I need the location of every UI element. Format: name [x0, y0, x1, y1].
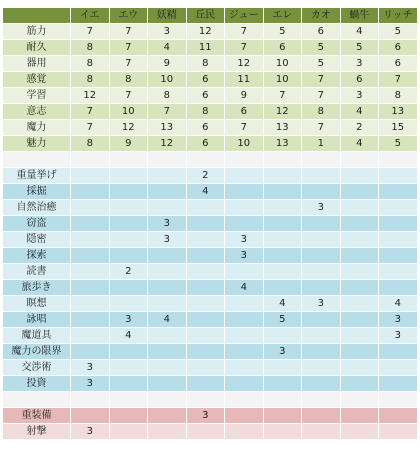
value-cell: 12 [109, 120, 148, 136]
row-label: 重装備 [3, 408, 71, 424]
value-cell [109, 200, 148, 216]
value-cell [148, 376, 187, 392]
value-cell [302, 312, 341, 328]
skill-row [3, 328, 418, 344]
value-cell [109, 232, 148, 248]
stat-row [3, 56, 418, 72]
value-cell: 7 [225, 24, 264, 40]
value-cell [109, 184, 148, 200]
value-cell [225, 168, 264, 184]
empty-cell [3, 392, 71, 408]
value-cell: 6 [186, 136, 225, 152]
value-cell [148, 184, 187, 200]
value-cell: 5 [263, 24, 302, 40]
value-cell [263, 360, 302, 376]
value-cell: 3 [71, 376, 110, 392]
value-cell: 10 [225, 136, 264, 152]
skill-row [3, 344, 418, 360]
value-cell [379, 264, 418, 280]
value-cell: 3 [302, 200, 341, 216]
value-cell: 6 [186, 120, 225, 136]
value-cell [263, 248, 302, 264]
value-cell: 8 [71, 56, 110, 72]
row-label: 耐久 [3, 40, 71, 56]
row-label: 交渉術 [3, 360, 71, 376]
skill-row [3, 264, 418, 280]
value-cell [71, 264, 110, 280]
value-cell [302, 360, 341, 376]
value-cell [225, 408, 264, 424]
value-cell [340, 296, 379, 312]
value-cell: 5 [302, 56, 341, 72]
value-cell: 3 [148, 24, 187, 40]
value-cell: 7 [71, 120, 110, 136]
value-cell [340, 264, 379, 280]
value-cell: 13 [263, 136, 302, 152]
value-cell [302, 232, 341, 248]
value-cell: 6 [379, 56, 418, 72]
row-label: 重量挙げ [3, 168, 71, 184]
value-cell: 13 [148, 120, 187, 136]
value-cell [109, 360, 148, 376]
empty-cell [148, 152, 187, 168]
value-cell [263, 376, 302, 392]
empty-cell [71, 152, 110, 168]
row-label: 射撃 [3, 424, 71, 440]
value-cell [302, 376, 341, 392]
value-cell [148, 360, 187, 376]
row-label: 自然治癒 [3, 200, 71, 216]
value-cell [148, 264, 187, 280]
value-cell [225, 360, 264, 376]
value-cell [263, 424, 302, 440]
value-cell: 8 [148, 88, 187, 104]
value-cell [379, 168, 418, 184]
value-cell [186, 424, 225, 440]
empty-cell [109, 392, 148, 408]
skill-row [3, 360, 418, 376]
combat-skill-row [3, 408, 418, 424]
value-cell: 3 [302, 296, 341, 312]
value-cell: 15 [379, 120, 418, 136]
empty-cell [302, 152, 341, 168]
value-cell: 7 [109, 40, 148, 56]
value-cell [225, 344, 264, 360]
value-cell [186, 264, 225, 280]
value-cell: 12 [225, 56, 264, 72]
value-cell: 5 [263, 312, 302, 328]
value-cell [340, 328, 379, 344]
value-cell [148, 344, 187, 360]
value-cell [225, 424, 264, 440]
value-cell: 12 [263, 104, 302, 120]
value-cell: 12 [71, 88, 110, 104]
value-cell: 12 [148, 136, 187, 152]
empty-cell [225, 392, 264, 408]
value-cell [340, 424, 379, 440]
value-cell: 7 [109, 56, 148, 72]
value-cell [109, 248, 148, 264]
value-cell: 3 [225, 248, 264, 264]
value-cell [302, 344, 341, 360]
value-cell [340, 200, 379, 216]
value-cell: 5 [379, 136, 418, 152]
value-cell [225, 184, 264, 200]
value-cell [340, 216, 379, 232]
value-cell: 9 [225, 88, 264, 104]
value-cell: 3 [225, 232, 264, 248]
value-cell: 6 [340, 72, 379, 88]
value-cell [263, 200, 302, 216]
value-cell [340, 376, 379, 392]
empty-cell [71, 392, 110, 408]
value-cell: 9 [109, 136, 148, 152]
value-cell [71, 344, 110, 360]
stat-row [3, 104, 418, 120]
value-cell [263, 280, 302, 296]
value-cell: 4 [148, 312, 187, 328]
value-cell: 3 [340, 88, 379, 104]
value-cell: 4 [148, 40, 187, 56]
value-cell: 8 [379, 88, 418, 104]
value-cell [302, 264, 341, 280]
value-cell: 8 [71, 136, 110, 152]
empty-cell [263, 152, 302, 168]
value-cell [71, 408, 110, 424]
value-cell [225, 264, 264, 280]
value-cell [148, 280, 187, 296]
skill-row [3, 296, 418, 312]
value-cell [302, 216, 341, 232]
skill-row [3, 376, 418, 392]
row-label: 詠唱 [3, 312, 71, 328]
value-cell: 3 [148, 216, 187, 232]
value-cell [263, 264, 302, 280]
value-cell [340, 168, 379, 184]
value-cell: 8 [71, 40, 110, 56]
value-cell: 2 [109, 264, 148, 280]
value-cell: 3 [186, 408, 225, 424]
value-cell [263, 232, 302, 248]
value-cell [263, 184, 302, 200]
skill-row [3, 232, 418, 248]
value-cell: 6 [263, 40, 302, 56]
row-label: 魔力 [3, 120, 71, 136]
value-cell: 7 [225, 120, 264, 136]
stat-row [3, 136, 418, 152]
value-cell: 5 [302, 40, 341, 56]
value-cell [340, 280, 379, 296]
value-cell: 3 [109, 312, 148, 328]
value-cell [379, 376, 418, 392]
empty-cell [225, 152, 264, 168]
value-cell: 3 [71, 360, 110, 376]
value-cell [340, 232, 379, 248]
value-cell: 6 [379, 40, 418, 56]
value-cell: 7 [302, 120, 341, 136]
value-cell [263, 328, 302, 344]
value-cell [340, 248, 379, 264]
skill-row [3, 168, 418, 184]
stat-row [3, 24, 418, 40]
empty-cell [3, 152, 71, 168]
row-label: 隠密 [3, 232, 71, 248]
empty-cell [340, 152, 379, 168]
skill-row [3, 248, 418, 264]
value-cell: 8 [71, 72, 110, 88]
value-cell [225, 328, 264, 344]
stat-row [3, 120, 418, 136]
value-cell [379, 216, 418, 232]
value-cell: 7 [71, 104, 110, 120]
value-cell [186, 280, 225, 296]
row-label: 魅力 [3, 136, 71, 152]
value-cell [302, 280, 341, 296]
skill-row [3, 216, 418, 232]
value-cell [71, 184, 110, 200]
value-cell: 7 [302, 88, 341, 104]
value-cell: 8 [302, 104, 341, 120]
value-cell [263, 408, 302, 424]
value-cell [148, 296, 187, 312]
value-cell [302, 168, 341, 184]
value-cell [109, 344, 148, 360]
value-cell [379, 232, 418, 248]
separator-row [3, 152, 418, 168]
stat-row [3, 72, 418, 88]
value-cell [186, 376, 225, 392]
value-cell [379, 248, 418, 264]
value-cell [379, 360, 418, 376]
value-cell [71, 328, 110, 344]
value-cell: 12 [186, 24, 225, 40]
value-cell: 2 [340, 120, 379, 136]
value-cell [186, 312, 225, 328]
column-header: 蝸牛 [340, 8, 379, 24]
value-cell: 4 [340, 104, 379, 120]
value-cell [148, 168, 187, 184]
row-label: 意志 [3, 104, 71, 120]
value-cell: 3 [263, 344, 302, 360]
value-cell [71, 168, 110, 184]
row-label: 瞑想 [3, 296, 71, 312]
column-header: 妖精 [148, 8, 187, 24]
column-header: ジュー [225, 8, 264, 24]
value-cell [148, 328, 187, 344]
value-cell [225, 376, 264, 392]
value-cell: 11 [186, 40, 225, 56]
value-cell [186, 232, 225, 248]
value-cell: 13 [379, 104, 418, 120]
value-cell: 4 [186, 184, 225, 200]
value-cell: 4 [340, 136, 379, 152]
value-cell [186, 328, 225, 344]
value-cell: 8 [186, 104, 225, 120]
value-cell [340, 344, 379, 360]
value-cell [71, 248, 110, 264]
skill-row [3, 312, 418, 328]
column-header: イエ [71, 8, 110, 24]
value-cell: 2 [186, 168, 225, 184]
value-cell: 7 [109, 24, 148, 40]
value-cell: 4 [225, 280, 264, 296]
value-cell: 5 [379, 24, 418, 40]
race-stats-table [2, 7, 418, 440]
row-label: 感覚 [3, 72, 71, 88]
row-label: 魔道具 [3, 328, 71, 344]
value-cell [225, 312, 264, 328]
value-cell [302, 248, 341, 264]
value-cell [71, 232, 110, 248]
value-cell [148, 200, 187, 216]
value-cell: 7 [302, 72, 341, 88]
row-label: 旅歩き [3, 280, 71, 296]
header-row [3, 8, 418, 24]
value-cell: 3 [379, 328, 418, 344]
column-header: 丘民 [186, 8, 225, 24]
row-label: 筋力 [3, 24, 71, 40]
row-label: 投資 [3, 376, 71, 392]
value-cell [225, 200, 264, 216]
value-cell [302, 408, 341, 424]
value-cell [340, 408, 379, 424]
row-label: 読書 [3, 264, 71, 280]
value-cell: 8 [109, 72, 148, 88]
value-cell: 1 [302, 136, 341, 152]
row-label: 器用 [3, 56, 71, 72]
empty-cell [109, 152, 148, 168]
value-cell: 6 [186, 72, 225, 88]
empty-cell [186, 392, 225, 408]
column-header: エレ [263, 8, 302, 24]
value-cell [379, 344, 418, 360]
value-cell [302, 184, 341, 200]
value-cell: 7 [379, 72, 418, 88]
value-cell [109, 296, 148, 312]
value-cell [109, 408, 148, 424]
value-cell [148, 408, 187, 424]
value-cell [225, 296, 264, 312]
value-cell [379, 184, 418, 200]
skill-row [3, 184, 418, 200]
column-header: エウ [109, 8, 148, 24]
value-cell: 7 [71, 24, 110, 40]
value-cell [109, 424, 148, 440]
value-cell [379, 200, 418, 216]
value-cell [302, 328, 341, 344]
value-cell: 4 [263, 296, 302, 312]
value-cell: 10 [263, 56, 302, 72]
value-cell: 4 [340, 24, 379, 40]
empty-cell [302, 392, 341, 408]
stat-row [3, 40, 418, 56]
value-cell [71, 312, 110, 328]
value-cell [263, 168, 302, 184]
row-label: 窃盗 [3, 216, 71, 232]
value-cell: 10 [109, 104, 148, 120]
value-cell: 5 [340, 40, 379, 56]
value-cell: 10 [148, 72, 187, 88]
value-cell [71, 216, 110, 232]
stat-row [3, 88, 418, 104]
empty-cell [263, 392, 302, 408]
value-cell [263, 216, 302, 232]
value-cell: 7 [148, 104, 187, 120]
value-cell [225, 216, 264, 232]
value-cell [186, 248, 225, 264]
value-cell [379, 280, 418, 296]
combat-skill-row [3, 424, 418, 440]
value-cell: 6 [302, 24, 341, 40]
empty-cell [379, 392, 418, 408]
row-label: 探索 [3, 248, 71, 264]
value-cell [340, 184, 379, 200]
value-cell [340, 360, 379, 376]
value-cell [109, 216, 148, 232]
value-cell [186, 216, 225, 232]
separator-row [3, 392, 418, 408]
row-label: 採掘 [3, 184, 71, 200]
skill-row [3, 200, 418, 216]
header-corner [3, 8, 71, 24]
value-cell [186, 200, 225, 216]
value-cell [340, 312, 379, 328]
value-cell: 7 [225, 40, 264, 56]
empty-cell [379, 152, 418, 168]
value-cell [109, 280, 148, 296]
value-cell [109, 376, 148, 392]
value-cell [148, 424, 187, 440]
value-cell [379, 408, 418, 424]
value-cell [186, 360, 225, 376]
skill-row [3, 280, 418, 296]
value-cell: 11 [225, 72, 264, 88]
value-cell [71, 280, 110, 296]
value-cell [186, 344, 225, 360]
value-cell: 8 [186, 56, 225, 72]
value-cell: 6 [186, 88, 225, 104]
value-cell: 3 [379, 312, 418, 328]
column-header: リッチ [379, 8, 418, 24]
value-cell [71, 296, 110, 312]
value-cell [302, 424, 341, 440]
value-cell: 10 [263, 72, 302, 88]
row-label: 学習 [3, 88, 71, 104]
value-cell: 6 [225, 104, 264, 120]
value-cell: 4 [379, 296, 418, 312]
value-cell: 7 [109, 88, 148, 104]
row-label: 魔力の限界 [3, 344, 71, 360]
empty-cell [148, 392, 187, 408]
column-header: カオ [302, 8, 341, 24]
value-cell: 3 [71, 424, 110, 440]
value-cell: 3 [148, 232, 187, 248]
empty-cell [340, 392, 379, 408]
value-cell [71, 200, 110, 216]
value-cell: 3 [340, 56, 379, 72]
value-cell: 7 [263, 88, 302, 104]
value-cell [186, 296, 225, 312]
value-cell: 9 [148, 56, 187, 72]
value-cell [109, 168, 148, 184]
value-cell: 13 [263, 120, 302, 136]
value-cell [379, 424, 418, 440]
value-cell: 4 [109, 328, 148, 344]
value-cell [148, 248, 187, 264]
empty-cell [186, 152, 225, 168]
